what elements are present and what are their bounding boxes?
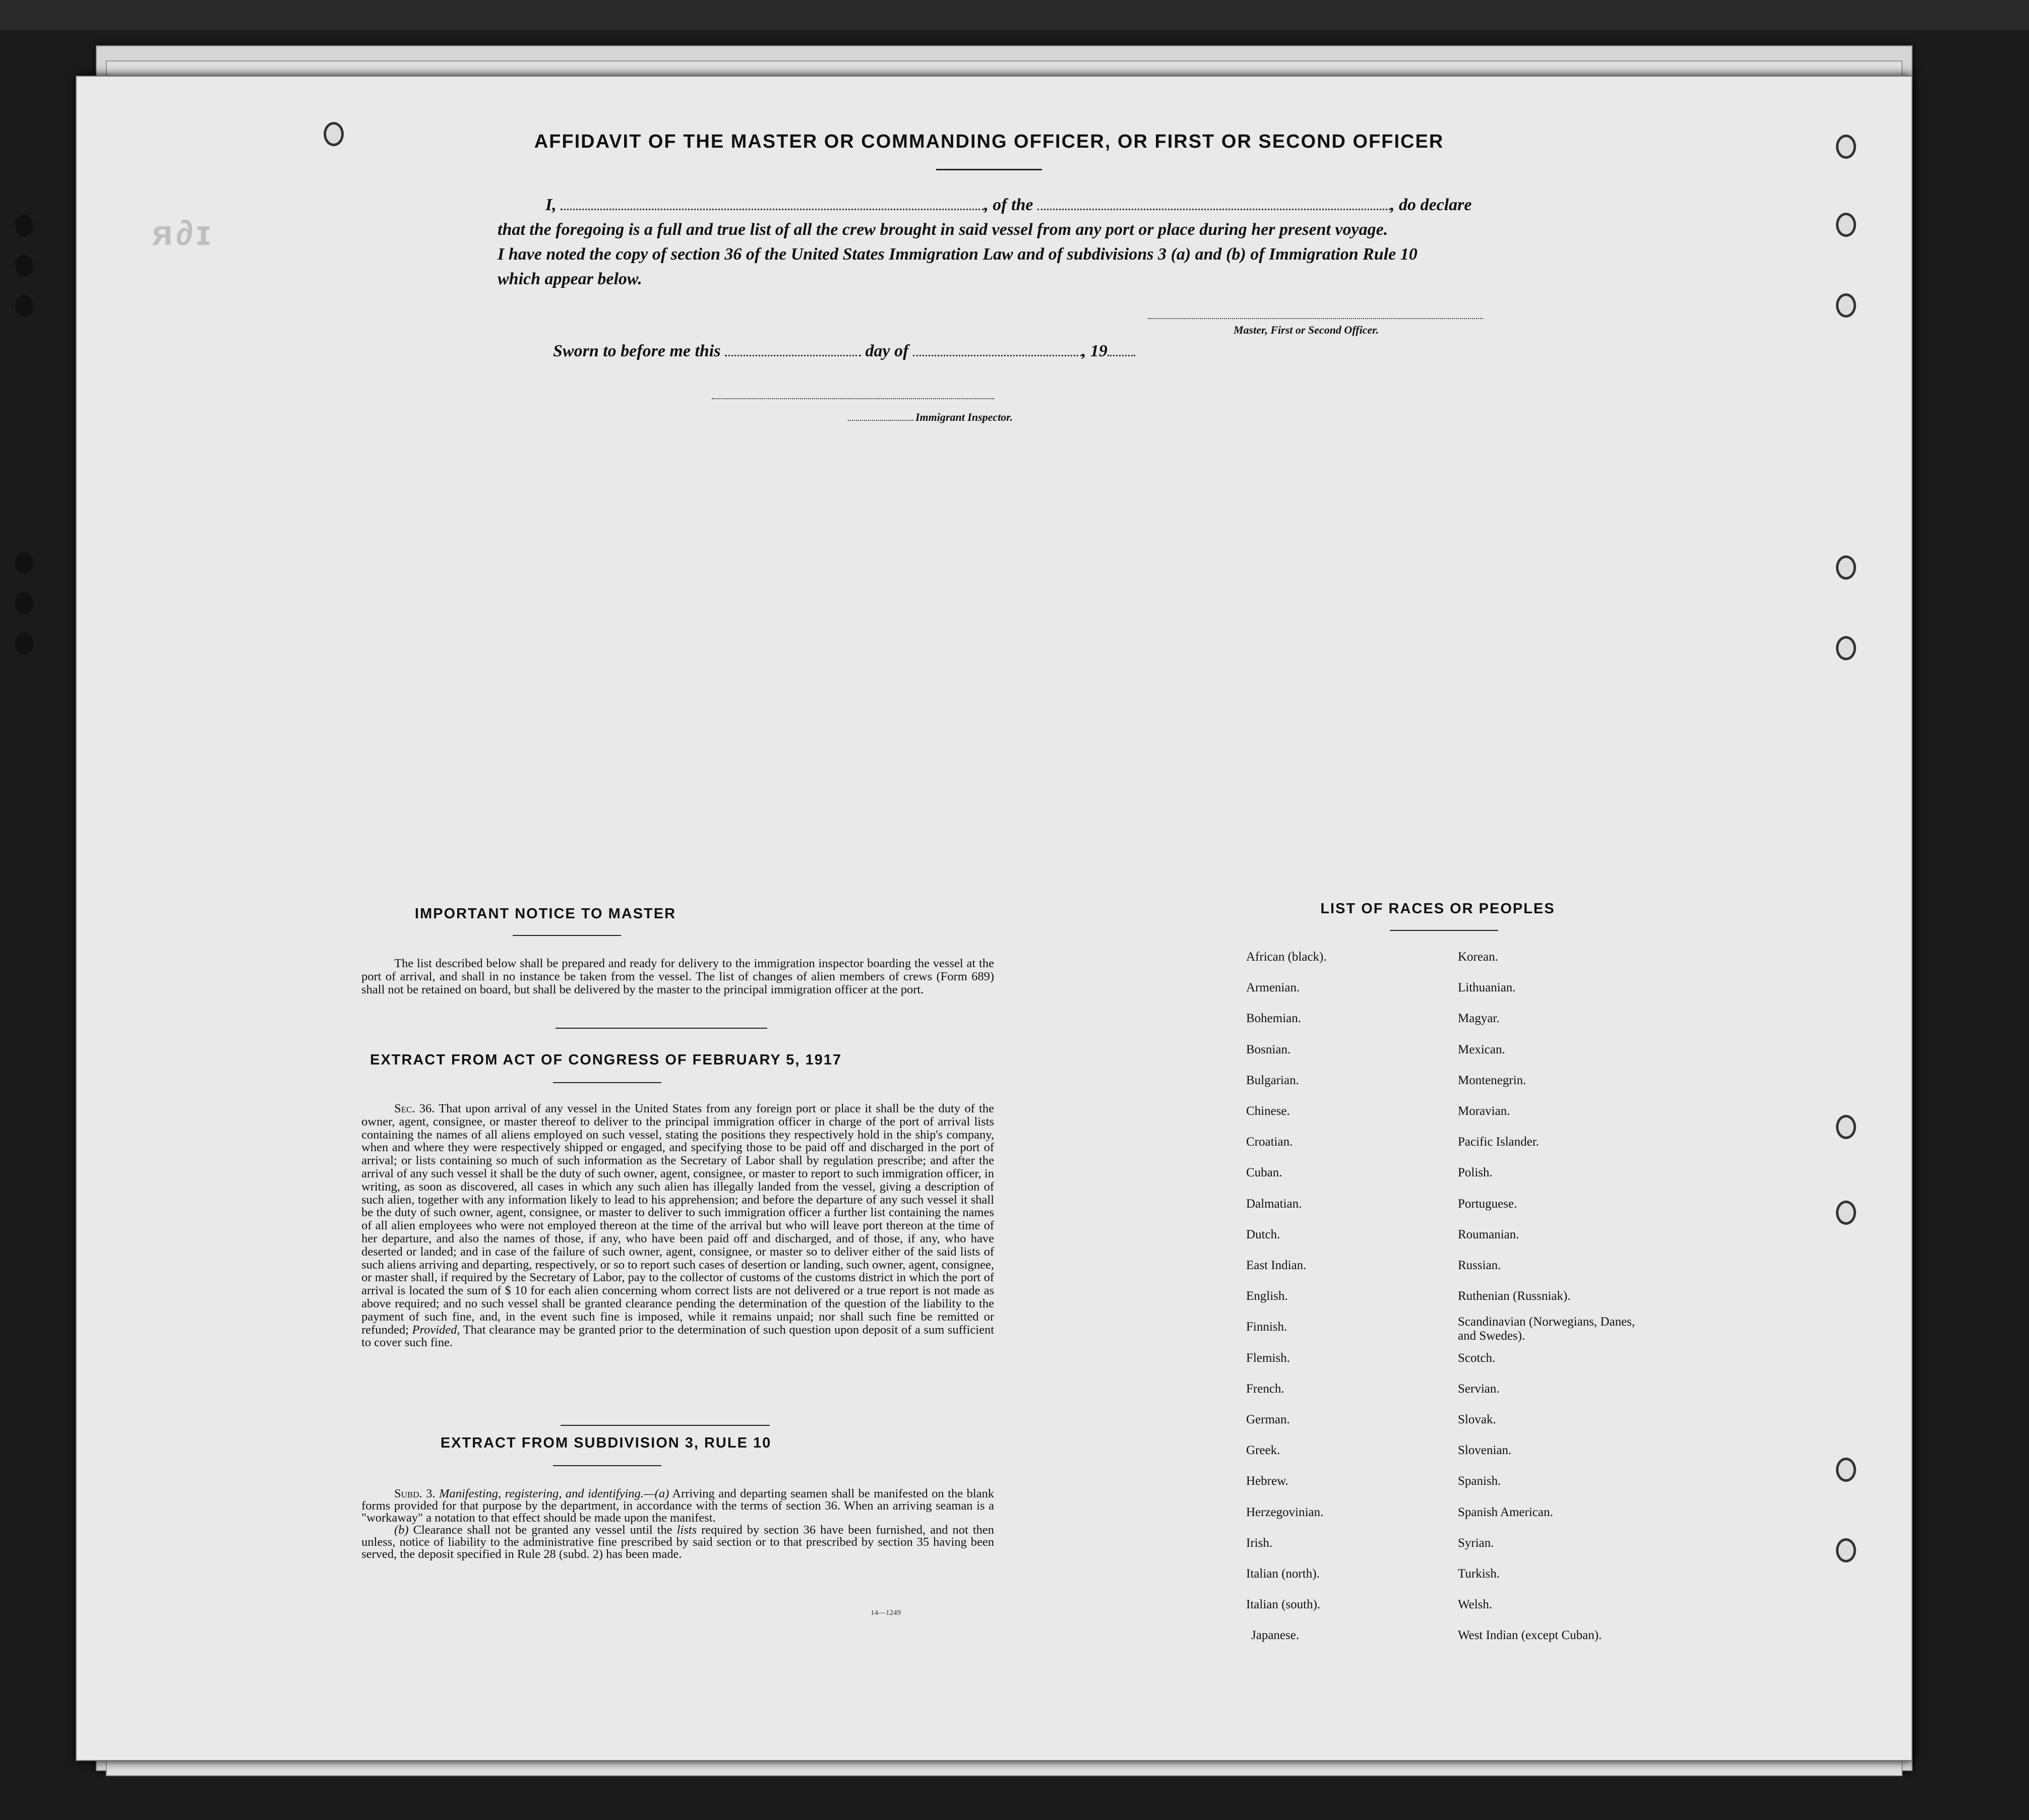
punch-hole	[1836, 636, 1856, 660]
punch-hole	[1836, 1115, 1856, 1139]
punch-hole	[1836, 293, 1856, 318]
scanner-edge-top	[0, 0, 2029, 30]
race-item: Turkish.	[1458, 1567, 1500, 1581]
race-item: Spanish American.	[1458, 1505, 1553, 1519]
race-item: Cuban.	[1246, 1166, 1282, 1180]
sworn-year: , 19	[1081, 342, 1108, 360]
affidavit-line-3: I have noted the copy of section 36 of the United States Immigration Law and of subdivisions 3 (a) and (b) of Immigration Rule 10	[498, 245, 1418, 264]
race-item: Croatian.	[1246, 1135, 1293, 1149]
line1-i: I,	[545, 196, 557, 214]
race-item: Mexican.	[1458, 1042, 1505, 1056]
race-item: Slovenian.	[1458, 1444, 1512, 1458]
rule-subd-italic: Manifesting, registering, and identifying.—(a)	[439, 1487, 669, 1500]
sworn-day-blank[interactable]	[725, 354, 861, 356]
binder-hole	[15, 214, 33, 236]
act-provided-label: Provided,	[412, 1323, 460, 1337]
race-item: Scandinavian (Norwegians, Danes, and Swedes).	[1458, 1315, 1635, 1343]
race-item: Bulgarian.	[1246, 1073, 1299, 1087]
name-blank[interactable]	[561, 208, 984, 210]
binder-hole	[15, 633, 33, 655]
rule-rule	[553, 1465, 661, 1466]
inspector-blank[interactable]	[848, 419, 913, 421]
act-title: EXTRACT FROM ACT OF CONGRESS OF FEBRUARY 5, 1917	[370, 1052, 842, 1068]
race-item: Lithuanian.	[1458, 981, 1516, 995]
race-item: Irish.	[1246, 1536, 1273, 1550]
manifest-page	[76, 76, 1913, 1761]
race-item: Italian (north).	[1246, 1567, 1320, 1581]
punch-hole	[1836, 1458, 1856, 1482]
notice-text: The list described below shall be prepared and ready for delivery to the immigration inspector boarding the vessel at the port of arrival, and shall in no instance be taken from the vessel. The list of changes of alien members of crews (Form 689) shall not be retained on board, but shall be delivered by the master to the principal immigration officer at the port.	[361, 957, 994, 996]
rule-subd-label: Subd. 3.	[394, 1487, 436, 1500]
punch-hole	[1836, 555, 1856, 580]
rule-text-b1: Clearance shall not be granted any vessel until the	[413, 1523, 672, 1537]
punch-hole	[1836, 1538, 1856, 1562]
act-rule	[553, 1082, 661, 1083]
race-item: Magyar.	[1458, 1012, 1500, 1026]
act-end-rule	[561, 1425, 770, 1426]
race-item: French.	[1246, 1382, 1284, 1396]
affidavit-line-4: which appear below.	[498, 270, 642, 288]
sworn-day-of: day of	[865, 342, 909, 360]
notice-rule	[513, 935, 621, 936]
race-item: Bohemian.	[1246, 1012, 1302, 1026]
inspector-signature-line[interactable]	[712, 398, 994, 399]
signature-line[interactable]	[1148, 318, 1483, 319]
rule-text-block	[361, 1488, 994, 1560]
affidavit-line-2: that the foregoing is a full and true list of all the crew brought in said vessel from any port or place during her present voyage.	[498, 220, 1388, 239]
race-item: Russian.	[1458, 1259, 1501, 1272]
race-item: Greek.	[1246, 1444, 1280, 1458]
vessel-blank[interactable]	[1037, 208, 1390, 210]
race-item: Servian.	[1458, 1382, 1500, 1396]
race-item: Italian (south).	[1246, 1598, 1321, 1612]
race-item: German.	[1246, 1413, 1290, 1426]
inspector-row	[848, 411, 1013, 424]
line1-of: , of the	[984, 196, 1033, 214]
race-item: Finnish.	[1246, 1320, 1287, 1334]
binder-hole	[15, 552, 33, 574]
rule-title: EXTRACT FROM SUBDIVISION 3, RULE 10	[440, 1435, 772, 1451]
race-item: Scotch.	[1458, 1351, 1496, 1365]
race-item: Japanese.	[1251, 1628, 1300, 1643]
sworn-line	[553, 339, 1259, 363]
race-item: Bosnian.	[1246, 1042, 1291, 1056]
rule-text-b-lists: lists	[677, 1523, 697, 1537]
race-item: Dalmatian.	[1246, 1197, 1302, 1211]
binder-hole	[15, 255, 33, 277]
race-item: Roumanian.	[1458, 1227, 1519, 1241]
sworn-text: Sworn to before me this	[553, 342, 721, 360]
affidavit-declaration	[498, 193, 1569, 291]
race-item: English.	[1246, 1289, 1288, 1303]
race-item: Slovak.	[1458, 1413, 1496, 1426]
race-item: Montenegrin.	[1458, 1073, 1526, 1087]
act-sec-label: Sec. 36.	[394, 1102, 435, 1115]
race-item: Welsh.	[1458, 1598, 1493, 1612]
race-item: Portuguese.	[1458, 1197, 1517, 1211]
races-title: LIST OF RACES OR PEOPLES	[1320, 901, 1555, 917]
race-item: Chinese.	[1246, 1104, 1290, 1118]
sworn-year-blank[interactable]	[1108, 354, 1135, 356]
race-item: Korean.	[1458, 950, 1498, 964]
affidavit-line-1	[498, 193, 1569, 217]
title-rule	[936, 169, 1042, 170]
race-item: Hebrew.	[1246, 1474, 1288, 1488]
race-item: Spanish.	[1458, 1474, 1501, 1488]
race-item: Dutch.	[1246, 1227, 1280, 1241]
punch-hole	[1836, 1201, 1856, 1225]
rule-b-label: (b)	[394, 1523, 409, 1537]
race-item: Moravian.	[1458, 1104, 1510, 1118]
bleed-through-mark: ᴙ∂ɪ	[152, 213, 214, 253]
race-item: Polish.	[1458, 1166, 1493, 1180]
signature-label: Master, First or Second Officer.	[1234, 324, 1379, 336]
race-item: East Indian.	[1246, 1259, 1307, 1272]
act-text-block	[361, 1102, 994, 1349]
race-item: Syrian.	[1458, 1536, 1494, 1550]
inspector-label: Immigrant Inspector.	[915, 411, 1013, 423]
race-item: Herzegovinian.	[1246, 1505, 1324, 1519]
notice-end-rule	[556, 1028, 767, 1029]
line1-declare: , do declare	[1390, 196, 1472, 214]
race-item: Ruthenian (Russniak).	[1458, 1289, 1571, 1303]
binder-hole	[15, 295, 33, 317]
act-text: That upon arrival of any vessel in the United States from any foreign port or place it shall be the duty of the owner, agent, consignee, or master thereof to deliver to the principal immigration officer in charge of the port of arrival lists containing the names of all aliens employed on such vessel, stating the positions they respectively hold in the ship's company, when and where they were respectively shipped or engaged, and specifying those to be paid off and discharged in the port of arrival; or lists containing so much of such information as the Secretary of Labor shall by regulation prescribe; and after the arrival of any such vessel it shall be the duty of such owner, agent, consignee, or master to report to such immigration officer, in writing, as soon as discovered, all cases in which any such alien has illegally landed from the vessel, giving a description of such alien, together with any information likely to lead to his apprehension; and before the departure of any such vessel it shall be the duty of such owner, agent, consignee, or master to deliver to such immigration officer a further list containing the names of all alien employees who were not employed thereon at the time of the arrival but who will leave port thereon at the time of her departure, and also the names of those, if any, who have been paid off and discharged, and of those, if any, who have deserted or landed; and in case of the failure of such owner, agent, consignee, or master so to deliver either of the said lists of such aliens arriving and departing, respectively, or so to report such cases of desertion or landing, such owner, agent, consignee, or master shall, if required by the Secretary of Labor, pay to the collector of customs of the customs district in which the port of arrival is located the sum of $ 10 for each alien concerning whom correct lists are not delivered or a true report is not made as above required; and no such vessel shall be granted clearance pending the determination of the question of the liability to the payment of such fine, and, in the event such fine is imposed, while it remains unpaid; nor shall such fine be remitted or refunded;	[361, 1102, 994, 1337]
notice-title: IMPORTANT NOTICE TO MASTER	[414, 906, 677, 922]
race-item: African (black).	[1246, 950, 1327, 964]
race-item: Flemish.	[1246, 1351, 1290, 1365]
binder-hole	[15, 592, 33, 614]
affidavit-title: AFFIDAVIT OF THE MASTER OR COMMANDING OFFICER, OR FIRST OR SECOND OFFICER	[534, 131, 1444, 152]
races-rule	[1390, 930, 1498, 931]
race-item: Armenian.	[1246, 981, 1300, 995]
race-item: West Indian (except Cuban).	[1458, 1628, 1602, 1643]
rule-text-a: Arriving and departing seamen shall be manifested on the blank forms provided for that purpose by the department, in accordance with the terms of section 36. When an arriving seaman is a "workaway" a notation to that effect should be made upon the manifest.	[361, 1487, 994, 1525]
act-text-end: That clearance may be granted prior to the determination of such question upon deposit of a sum sufficient to cover such fine.	[361, 1323, 995, 1350]
sworn-month-blank[interactable]	[913, 354, 1082, 356]
punch-hole	[1836, 213, 1856, 237]
race-item: Pacific Islander.	[1458, 1135, 1540, 1149]
rule-text-b2: required by section 36 have been furnished, and not then unless, notice of liability to the administrative fine prescribed by said section or to that prescribed by section 35 having been served, the deposit specified in Rule 28 (subd. 2) has been made.	[361, 1523, 994, 1561]
form-number: 14—1249	[871, 1609, 901, 1617]
